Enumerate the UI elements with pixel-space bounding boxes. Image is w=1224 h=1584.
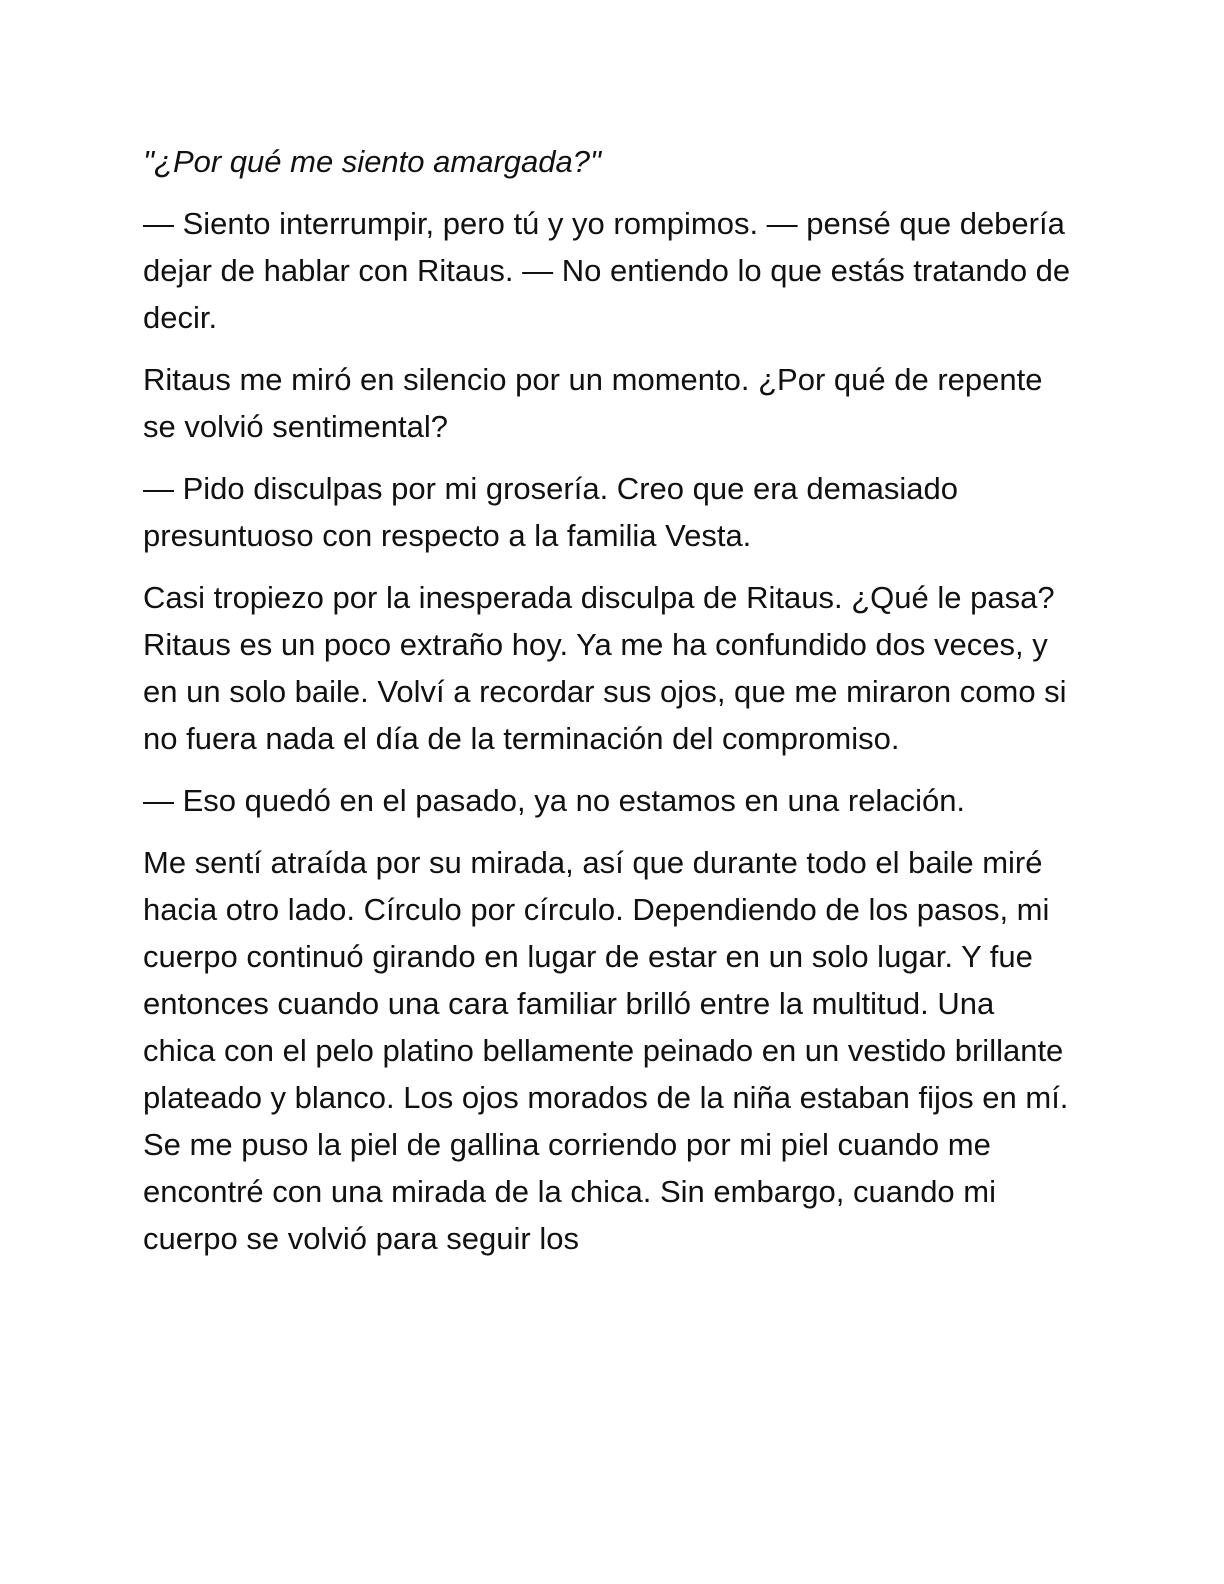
paragraph: Ritaus me miró en silencio por un momento. ¿Por qué de repente se volvió sentimental? (143, 362, 1043, 444)
paragraph: Me sentí atraída por su mirada, así que durante todo el baile miré hacia otro lado. Círculo por círculo. Dependiendo de los pasos, mi cuerpo continuó girando en lugar de estar en un solo lugar. Y fue entonces cuando una cara familiar brilló entre la multitud. Una chica con el pelo platino bellamente peinado en un vestido brillante plateado y blanco. Los ojos morados de la niña estaban fijos en mí. Se me puso la piel de gallina corriendo por mi piel cuando me encontré con una mirada de la chica. Sin embargo, cuando mi cuerpo se volvió para seguir los (143, 845, 1069, 1256)
paragraph: — Siento interrumpir, pero tú y yo rompimos. — pensé que debería dejar de hablar con Ritaus. — No entiendo lo que estás tratando de decir. (143, 206, 1071, 335)
paragraph: — Eso quedó en el pasado, ya no estamos en una relación. (143, 783, 966, 818)
paragraph: — Pido disculpas por mi grosería. Creo que era demasiado presuntuoso con respecto a la familia Vesta. (143, 471, 959, 553)
paragraph-thought: "¿Por qué me siento amargada?" (143, 144, 601, 179)
document-page (143, 138, 1073, 1277)
paragraph: Casi tropiezo por la inesperada disculpa de Ritaus. ¿Qué le pasa? Ritaus es un poco extraño hoy. Ya me ha confundido dos veces, y en un solo baile. Volví a recordar sus ojos, que me miraron como si no fuera nada el día de la terminación del compromiso. (143, 580, 1067, 756)
